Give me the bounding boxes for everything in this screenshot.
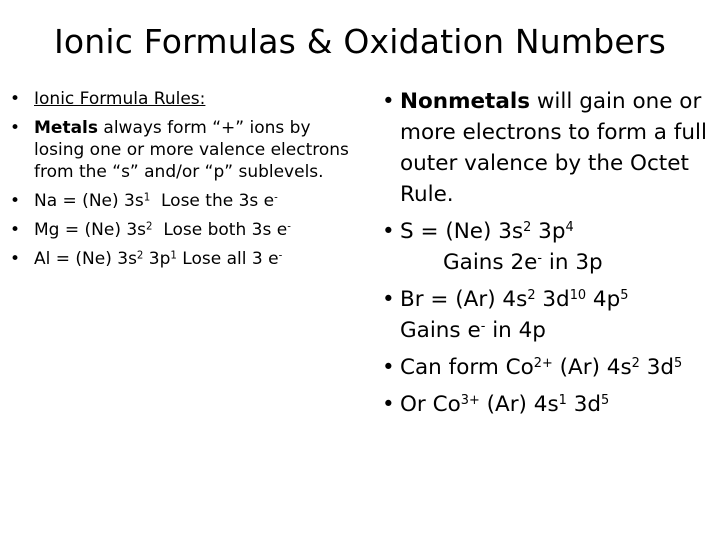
mg-sup1: 2 — [146, 221, 153, 233]
mg-prefix: Mg = (Ne) 3s — [34, 220, 147, 240]
br-gain-suffix: in 4p — [485, 318, 546, 343]
mg-sup2: - — [287, 221, 291, 233]
co2-middle: (Ar) 4s — [552, 355, 632, 380]
br-sup3: 5 — [620, 287, 629, 303]
bullet-br-config — [382, 284, 717, 346]
bullet-metals — [10, 117, 362, 183]
s-gain-line — [400, 247, 717, 278]
bullet-co2-config — [382, 352, 717, 383]
nonmetals-bold: Nonmetals — [400, 89, 531, 114]
al-sup1: 2 — [136, 250, 144, 262]
bullet-co3-config — [382, 389, 717, 420]
bullet-glyph: • — [382, 89, 395, 114]
s-sup2: 4 — [565, 219, 574, 235]
co3-middle: (Ar) 4s — [479, 392, 559, 417]
bullet-mg-config — [10, 219, 362, 241]
al-prefix: Al = (Ne) 3s — [34, 249, 137, 269]
na-sup1: 1 — [143, 192, 151, 204]
bullet-glyph: • — [10, 249, 21, 269]
right-bullet-list — [382, 86, 717, 426]
mg-middle: Lose both 3s e — [152, 220, 288, 240]
co2-middle2: 3d — [639, 355, 675, 380]
bullet-glyph: • — [382, 355, 395, 380]
br-middle2: 4p — [586, 287, 621, 312]
s-prefix: S = (Ne) 3s — [400, 219, 524, 244]
co3-middle2: 3d — [566, 392, 602, 417]
nonmetals-text: will gain one or more electrons to form a full outer valence by the Octet Rule. — [400, 89, 707, 207]
co3-sup1: 3+ — [460, 392, 480, 408]
br-middle: 3d — [535, 287, 570, 312]
br-gain-sup: - — [480, 318, 486, 334]
bullet-s-config — [382, 216, 717, 278]
bullet-glyph: • — [382, 287, 395, 312]
co3-sup3: 5 — [601, 392, 610, 408]
al-sup3: - — [278, 250, 283, 262]
left-bullet-list — [10, 88, 362, 277]
s-gain-suffix: in 3p — [542, 250, 603, 275]
s-middle: 3p — [531, 219, 566, 244]
br-prefix: Br = (Ar) 4s — [400, 287, 528, 312]
s-gain-prefix: Gains 2e — [443, 250, 538, 275]
metals-bold: Metals — [34, 118, 98, 138]
na-sup2: - — [274, 192, 278, 204]
al-middle: 3p — [143, 249, 171, 269]
metals-text: always form “+” ions by losing one or more valence electrons from the “s” and/or “p” sublevels. — [34, 118, 349, 182]
bullet-al-config — [10, 248, 362, 270]
na-middle: Lose the 3s e — [150, 191, 275, 211]
co2-prefix: Can form Co — [400, 355, 534, 380]
bullet-glyph: • — [10, 191, 21, 211]
br-gain-prefix: Gains e — [400, 318, 481, 343]
bullet-rules-heading — [10, 88, 362, 110]
na-prefix: Na = (Ne) 3s — [34, 191, 144, 211]
al-suffix: Lose all 3 e — [176, 249, 279, 269]
bullet-na-config — [10, 190, 362, 212]
co2-sup2: 2 — [631, 355, 640, 371]
co3-sup2: 1 — [558, 392, 567, 408]
bullet-glyph: • — [10, 118, 21, 138]
br-sup1: 2 — [527, 287, 536, 303]
co2-sup1: 2+ — [533, 355, 553, 371]
bullet-nonmetals — [382, 86, 717, 210]
bullet-glyph: • — [382, 392, 395, 417]
bullet-glyph: • — [10, 220, 21, 240]
slide-title: Ionic Formulas & Oxidation Numbers — [53, 22, 667, 61]
s-sup1: 2 — [523, 219, 532, 235]
co3-prefix: Or Co — [400, 392, 461, 417]
bullet-glyph: • — [382, 219, 395, 244]
br-sup2: 10 — [569, 287, 587, 303]
bullet-glyph: • — [10, 89, 21, 109]
al-sup2: 1 — [170, 250, 177, 262]
co2-sup3: 5 — [674, 355, 683, 371]
s-gain-sup: - — [537, 250, 543, 266]
rules-heading: Ionic Formula Rules: — [34, 89, 206, 109]
